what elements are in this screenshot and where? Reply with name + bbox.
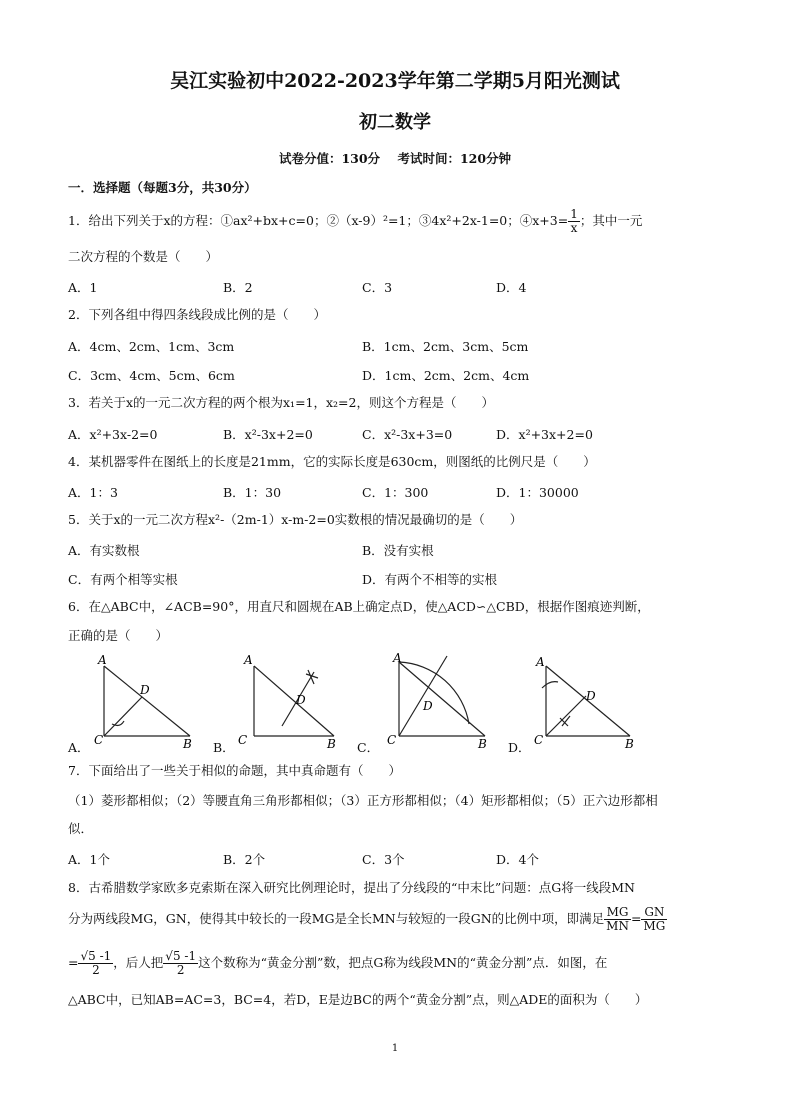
q6-option-c[interactable]: C． (357, 740, 380, 755)
q8-fraction-golden-2 (163, 950, 198, 977)
label-c: C (94, 733, 104, 747)
q8-line3-equals: = (68, 955, 79, 971)
question-3: 3．若关于x的一元二次方程的两个根为x₁=1，x₂=2，则这个方程是（ ） (68, 395, 494, 410)
question-7: 7．下面给出了一些关于相似的命题，其中真命题有（ ） (68, 763, 401, 778)
q3-option-d[interactable]: D．x²+3x+2=0 (496, 427, 593, 442)
q8-f2-den: MG (643, 919, 666, 934)
q1-frac-num: 1 (570, 207, 578, 221)
q8-f3-num: √5 -1 (80, 949, 112, 963)
q1-option-d[interactable]: D．4 (496, 280, 527, 295)
exam-meta: 试卷分值：130分 考试时间：120分钟 (278, 151, 512, 166)
q6-figure-a (90, 652, 200, 748)
label-b: B (478, 737, 487, 748)
label-c: C (387, 733, 397, 747)
q5-option-b[interactable]: B．没有实根 (362, 543, 434, 558)
label-c: C (238, 733, 248, 747)
page-subtitle: 初二数学 (359, 112, 431, 133)
q5-option-d[interactable]: D．有两个不相等的实根 (362, 572, 498, 587)
q3-option-c[interactable]: C．x²-3x+3=0 (362, 427, 453, 442)
q7-option-a[interactable]: A．1个 (68, 852, 110, 867)
q1-option-b[interactable]: B．2 (223, 280, 253, 295)
q3-option-b[interactable]: B．x²-3x+2=0 (223, 427, 313, 442)
label-a: A (244, 653, 253, 667)
section-title: 一．选择题（每题3分，共30分） (68, 180, 257, 195)
q1-option-c[interactable]: C．3 (362, 280, 393, 295)
label-b: B (183, 737, 192, 748)
q1-option-a[interactable]: A．1 (68, 280, 98, 295)
q2-option-d[interactable]: D．1cm、2cm、2cm、4cm (362, 368, 530, 383)
q8-line2-text: 分为两线段MG，GN，使得其中较长的一段MG是全长MN与较短的一段GN的比例中项，即满足 (68, 911, 605, 927)
question-5: 5．关于x的一元二次方程x²-（2m-1）x-m-2=0实数根的情况最确切的是（ ） (68, 512, 523, 527)
q8-line-3 (68, 950, 607, 977)
q4-option-c[interactable]: C．1：300 (362, 485, 429, 500)
q7-option-b[interactable]: B．2个 (223, 852, 266, 867)
q1-stem-c: 二次方程的个数是（ ） (68, 249, 219, 264)
q1-stem-b: ；其中一元 (579, 213, 643, 229)
q8-line-2 (68, 906, 667, 933)
q6-option-b[interactable]: B． (213, 740, 235, 755)
label-d: D (140, 683, 150, 697)
q2-option-c[interactable]: C．3cm、4cm、5cm、6cm (68, 368, 235, 383)
edge-ab (254, 666, 334, 736)
q8-line3-mid: ，后人把 (113, 955, 164, 971)
question-4: 4．某机器零件在图纸上的长度是21mm，它的实际长度是630cm，则图纸的比例尺是（ ） (68, 454, 596, 469)
q8-fraction-mg-mn (604, 906, 631, 933)
q2-option-b[interactable]: B．1cm、2cm、3cm、5cm (362, 339, 529, 354)
q3-option-a[interactable]: A．x²+3x-2=0 (68, 427, 158, 442)
label-c: C (534, 733, 544, 747)
q8-f4-num: √5 -1 (165, 949, 197, 963)
q6-stem-b: 正确的是（ ） (68, 628, 169, 643)
label-b: B (625, 737, 634, 748)
q8-f4-den: 2 (176, 963, 185, 978)
q7-detail-b: 似． (68, 821, 94, 836)
label-d: D (586, 689, 596, 703)
arc-mark-top (542, 682, 558, 688)
label-b: B (327, 737, 336, 748)
q6-option-a[interactable]: A． (68, 740, 90, 755)
segment-cd (104, 697, 142, 736)
q8-f1-den: MN (606, 919, 629, 934)
label-a: A (536, 655, 545, 669)
q8-fraction-gn-mg (641, 906, 667, 933)
q8-line3-end: 这个数称为“黄金分割”数，把点G称为线段MN的“黄金分割”点．如图，在 (198, 955, 608, 971)
q4-option-b[interactable]: B．1：30 (223, 485, 282, 500)
q8-equals: = (630, 911, 642, 927)
label-d: D (296, 693, 306, 707)
q2-option-a[interactable]: A．4cm、2cm、1cm、3cm (68, 339, 235, 354)
question-2: 2．下列各组中得四条线段成比例的是（ ） (68, 307, 326, 322)
q8-fraction-golden-1 (78, 950, 113, 977)
page-title: 吴江实验初中2022-2023学年第二学期5月阳光测试 (170, 70, 620, 92)
page-number: 1 (391, 1043, 399, 1054)
question-6: 6．在△ABC中，∠ACB=90°，用直尺和圆规在AB上确定点D，使△ACD∽△CBD，根据作图痕迹判断， (68, 599, 650, 614)
q4-option-d[interactable]: D．1：30000 (496, 485, 579, 500)
q8-f1-num: MG (604, 906, 631, 920)
label-a: A (98, 653, 107, 667)
q6-figure-c (385, 652, 495, 748)
q8-f2-num: GN (641, 906, 667, 920)
q6-option-d[interactable]: D． (508, 740, 531, 755)
segment-cd (546, 696, 586, 736)
question-1 (68, 208, 642, 235)
q4-option-a[interactable]: A．1：3 (68, 485, 118, 500)
q1-fraction (568, 208, 580, 235)
q6-figure-d (530, 652, 640, 748)
label-a: A (393, 652, 402, 665)
q5-option-a[interactable]: A．有实数根 (68, 543, 140, 558)
q8-line-4: △ABC中，已知AB=AC=3，BC=4，若D，E是边BC的两个“黄金分割”点，则△ADE的面积为（ ） (68, 992, 648, 1007)
q5-option-c[interactable]: C．有两个相等实根 (68, 572, 178, 587)
q6-figure-b (234, 652, 344, 748)
label-d: D (423, 699, 433, 713)
q7-option-c[interactable]: C．3个 (362, 852, 405, 867)
q7-detail-a: （1）菱形都相似；（2）等腰直角三角形都相似；（3）正方形都相似；（4）矩形都相似；（5）正六边形都相 (68, 793, 658, 808)
edge-ab (399, 662, 485, 736)
q1-stem-a: 1．给出下列关于x的方程：①ax²+bx+c=0；②（x-9）²=1；③4x²+2x-1=0；④x+3= (68, 213, 569, 229)
question-8: 8．古希腊数学家欧多克索斯在深入研究比例理论时，提出了分线段的“中末比”问题：点G将一线段MN (68, 880, 635, 895)
q1-frac-den: x (570, 221, 578, 236)
q7-option-d[interactable]: D．4个 (496, 852, 539, 867)
q8-f3-den: 2 (92, 963, 100, 978)
